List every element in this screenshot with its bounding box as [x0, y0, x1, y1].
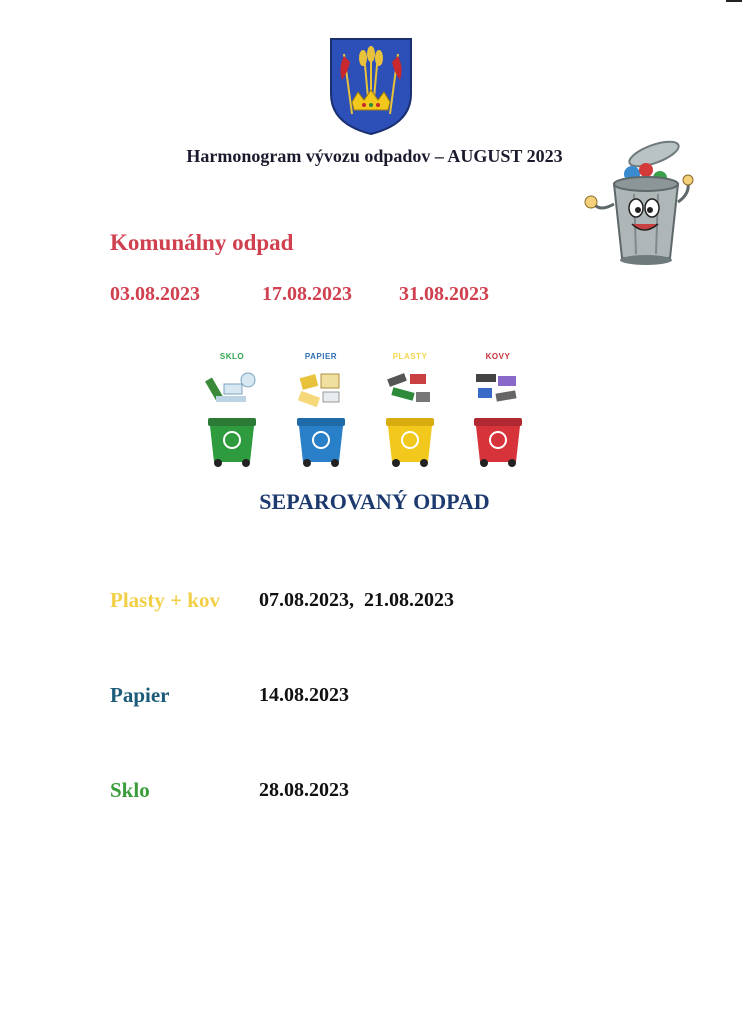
plasty-kov-label: Plasty + kov	[110, 588, 220, 612]
page-title: Harmonogram vývozu odpadov – AUGUST 2023	[186, 146, 563, 166]
municipal-date-3: 31.08.2023	[399, 283, 489, 305]
municipal-waste-heading: Komunálny odpad	[110, 230, 294, 255]
plastic-bin-icon	[380, 350, 460, 468]
plasty-kov-dates: 07.08.2023, 21.08.2023	[259, 589, 454, 611]
sklo-label: Sklo	[110, 778, 150, 802]
paper-bin-icon	[291, 350, 371, 468]
bin-label-kovy: KOVY	[485, 352, 511, 361]
sklo-date: 28.08.2023	[259, 779, 349, 801]
separated-waste-heading: SEPAROVANÝ ODPAD	[259, 489, 490, 514]
bin-label-plasty: PLASTY	[392, 352, 428, 361]
metal-bin-icon	[468, 350, 548, 468]
scan-mark	[726, 0, 742, 2]
glass-bin-icon	[202, 350, 282, 468]
coat-of-arms-icon	[328, 36, 414, 136]
municipal-date-2: 17.08.2023	[262, 283, 352, 305]
recycling-bins-illustration	[200, 350, 540, 468]
municipal-date-1: 03.08.2023	[110, 283, 200, 305]
bin-label-sklo: SKLO	[219, 352, 245, 361]
trash-can-mascot-icon	[582, 134, 694, 270]
papier-label: Papier	[110, 683, 170, 707]
papier-date: 14.08.2023	[259, 684, 349, 706]
bin-label-papier: PAPIER	[304, 352, 338, 361]
